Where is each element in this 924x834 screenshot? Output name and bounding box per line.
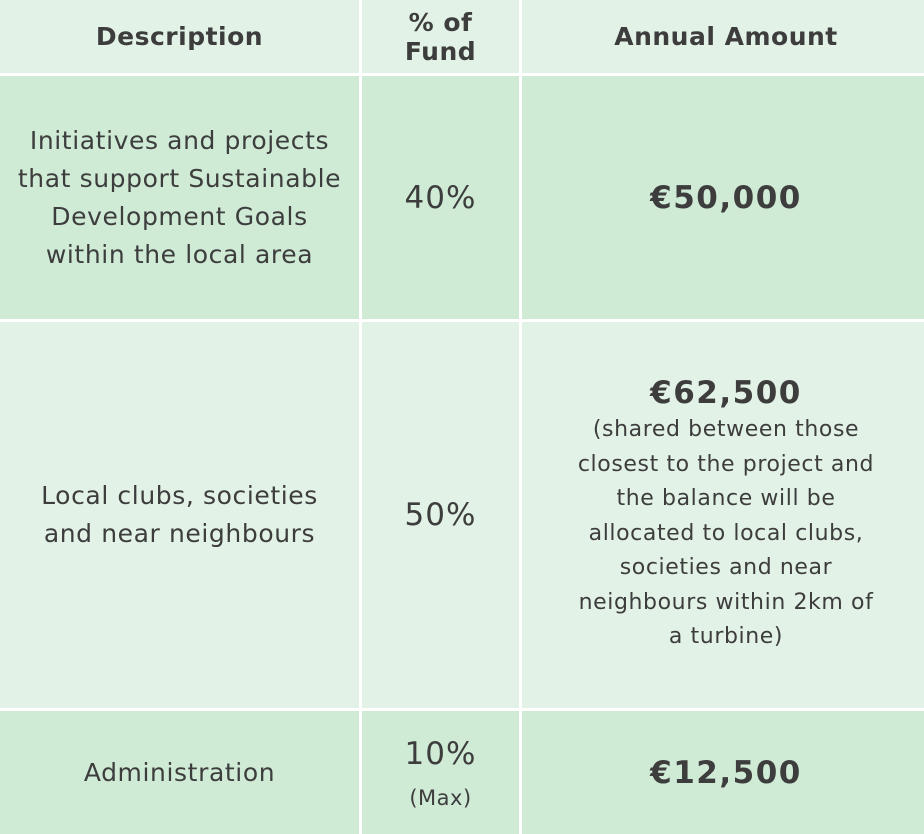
- row-1-amount-value: €50,000: [650, 179, 802, 216]
- row-3-percent-group: [405, 736, 477, 810]
- row-2-description-text: Local clubs, societies and near neighbours: [41, 481, 318, 548]
- header-description-label: Description: [95, 22, 264, 51]
- row-1-percent-value: 40%: [404, 179, 477, 216]
- header-amount-label: Annual Amount: [614, 22, 838, 51]
- row-2-percent-value: 50%: [404, 497, 477, 533]
- row-2-amount-value: €62,500: [650, 375, 802, 412]
- row-3-percent: [362, 711, 519, 834]
- row-3-percent-note: (Max): [409, 785, 472, 810]
- header-amount: [522, 0, 924, 73]
- row-3-description: [0, 711, 359, 834]
- row-1-amount: [522, 76, 924, 319]
- row-1-description: [0, 76, 359, 319]
- row-3-description-text: Administration: [83, 757, 276, 787]
- row-3-amount-value: €12,500: [650, 754, 802, 791]
- row-1-description-text: Initiatives and projects that support Sustainable Development Goals within the local area: [17, 125, 342, 269]
- header-percent-label: % of Fund: [404, 7, 477, 66]
- header-percent: [362, 0, 519, 73]
- row-2-amount-note: (shared between those closest to the project and the balance will be allocated to local clubs, societies and near neighbours within 2km of a turbine): [577, 417, 875, 650]
- header-description: [0, 0, 359, 73]
- row-2-amount: [522, 322, 924, 708]
- row-1-percent: [362, 76, 519, 319]
- row-3-percent-value: 10%: [404, 735, 477, 772]
- row-2-description: [0, 322, 359, 708]
- row-3-amount: [522, 711, 924, 834]
- row-2-percent: [362, 322, 519, 708]
